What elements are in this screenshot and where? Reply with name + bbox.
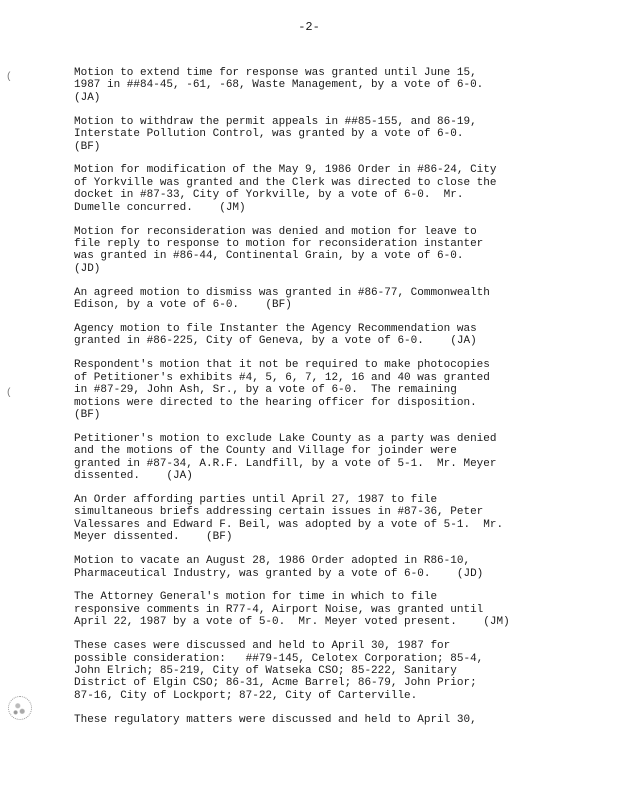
paragraph-line: Agency motion to file Instanter the Agency Recommendation was [74, 323, 477, 335]
paragraph-line: and the motions of the County and Village for joinder were [74, 445, 457, 458]
paragraph-line: 87-16, City of Lockport; 87-22, City of Carterville. [74, 689, 418, 702]
paragraph-line: docket in #87-33, City of Yorkville, by a vote of 6-0. Mr. [74, 189, 464, 202]
punch-hole-mark [8, 696, 32, 720]
paragraph-line: Pharmaceutical Industry, was granted by a vote of 6-0. (JD) [74, 567, 484, 580]
paragraph-line: These cases were discussed and held to April 30, 1987 for [74, 640, 451, 653]
paragraph-line: file reply to response to motion for reconsideration instanter [74, 237, 484, 250]
paragraph-line: was granted in #86-44, Continental Grain, by a vote of 6-0. [74, 250, 464, 263]
minutes-paragraph [74, 359, 574, 421]
minutes-paragraph [74, 164, 574, 214]
paragraph-line: Meyer dissented. (BF) [74, 531, 233, 544]
minutes-paragraph [74, 494, 574, 544]
paragraph-line: of Yorkville was granted and the Clerk was directed to close the [74, 176, 497, 189]
minutes-paragraph [74, 555, 574, 580]
minutes-paragraph [74, 116, 574, 153]
paragraph-line: John Elrich; 85-219, City of Watseka CSO; 85-222, Sanitary [74, 664, 457, 677]
paragraph-line: (JA) [74, 91, 101, 104]
paragraph-line: (BF) [74, 140, 101, 153]
minutes-paragraph [74, 226, 574, 276]
minutes-paragraph [74, 67, 574, 104]
paragraph-line: An Order affording parties until April 27, 1987 to file [74, 493, 438, 506]
paragraph-line: Motion for reconsideration was denied and motion for leave to [74, 225, 477, 238]
minutes-paragraph [74, 714, 574, 726]
paragraph-line: These regulatory matters were discussed and held to April 30, [74, 713, 477, 726]
paragraph-line: possible consideration: ##79-145, Celotex Corporation; 85-4, [74, 652, 484, 665]
paragraph-line: Interstate Pollution Control, was granted by a vote of 6-0. [74, 128, 464, 141]
paragraph-line: motions were directed to the hearing officer for disposition. [74, 396, 477, 409]
paragraph-line: Motion to extend time for response was granted until June 15, [74, 67, 477, 79]
paragraph-line: Dumelle concurred. (JM) [74, 201, 246, 214]
paragraph-line: Petitioner's motion to exclude Lake County as a party was denied [74, 432, 497, 445]
paragraph-line: granted in #87-34, A.R.F. Landfill, by a vote of 5-1. Mr. Meyer [74, 457, 497, 470]
paragraph-line: granted in #86-225, City of Geneva, by a vote of 6-0. (JA) [74, 335, 477, 348]
paragraph-line: An agreed motion to dismiss was granted in #86-77, Commonwealth [74, 286, 490, 299]
paragraph-line: Edison, by a vote of 6-0. (BF) [74, 299, 292, 312]
paragraph-line: Motion to vacate an August 28, 1986 Order adopted in R86-10, [74, 555, 471, 568]
paragraph-line: 1987 in ##84-45, -61, -68, Waste Management, by a vote of 6-0. [74, 79, 484, 92]
minutes-paragraph [74, 323, 574, 348]
paragraph-line: in #87-29, John Ash, Sr., by a vote of 6-0. The remaining [74, 384, 457, 397]
minutes-paragraph [74, 591, 574, 628]
paragraph-line: simultaneous briefs addressing certain issues in #87-36, Peter [74, 506, 484, 519]
minutes-paragraph [74, 287, 574, 312]
paragraph-line: Motion for modification of the May 9, 1986 Order in #86-24, City [74, 164, 497, 177]
margin-mark: ( [6, 388, 13, 399]
margin-mark: ( [6, 72, 13, 83]
paragraph-line: dissented. (JA) [74, 470, 193, 483]
paragraph-line: The Attorney General's motion for time in which to file [74, 591, 438, 604]
paragraph-line: District of Elgin CSO; 86-31, Acme Barrel; 86-79, John Prior; [74, 677, 477, 690]
paragraph-line: responsive comments in R77-4, Airport Noise, was granted until [74, 603, 484, 616]
paragraph-line: April 22, 1987 by a vote of 5-0. Mr. Meyer voted present. (JM) [74, 616, 510, 629]
page-number: -2- [298, 20, 320, 34]
minutes-paragraph [74, 640, 574, 702]
paragraph-line: of Petitioner's exhibits #4, 5, 6, 7, 12, 16 and 40 was granted [74, 371, 490, 384]
paragraph-line: Valessares and Edward F. Beil, was adopted by a vote of 5-1. Mr. [74, 518, 504, 531]
paragraph-line: (BF) [74, 408, 101, 421]
minutes-paragraph [74, 433, 574, 483]
minutes-body [74, 67, 574, 738]
paragraph-line: Respondent's motion that it not be required to make photocopies [74, 359, 490, 372]
paragraph-line: (JD) [74, 262, 101, 275]
paragraph-line: Motion to withdraw the permit appeals in ##85-155, and 86-19, [74, 115, 477, 128]
